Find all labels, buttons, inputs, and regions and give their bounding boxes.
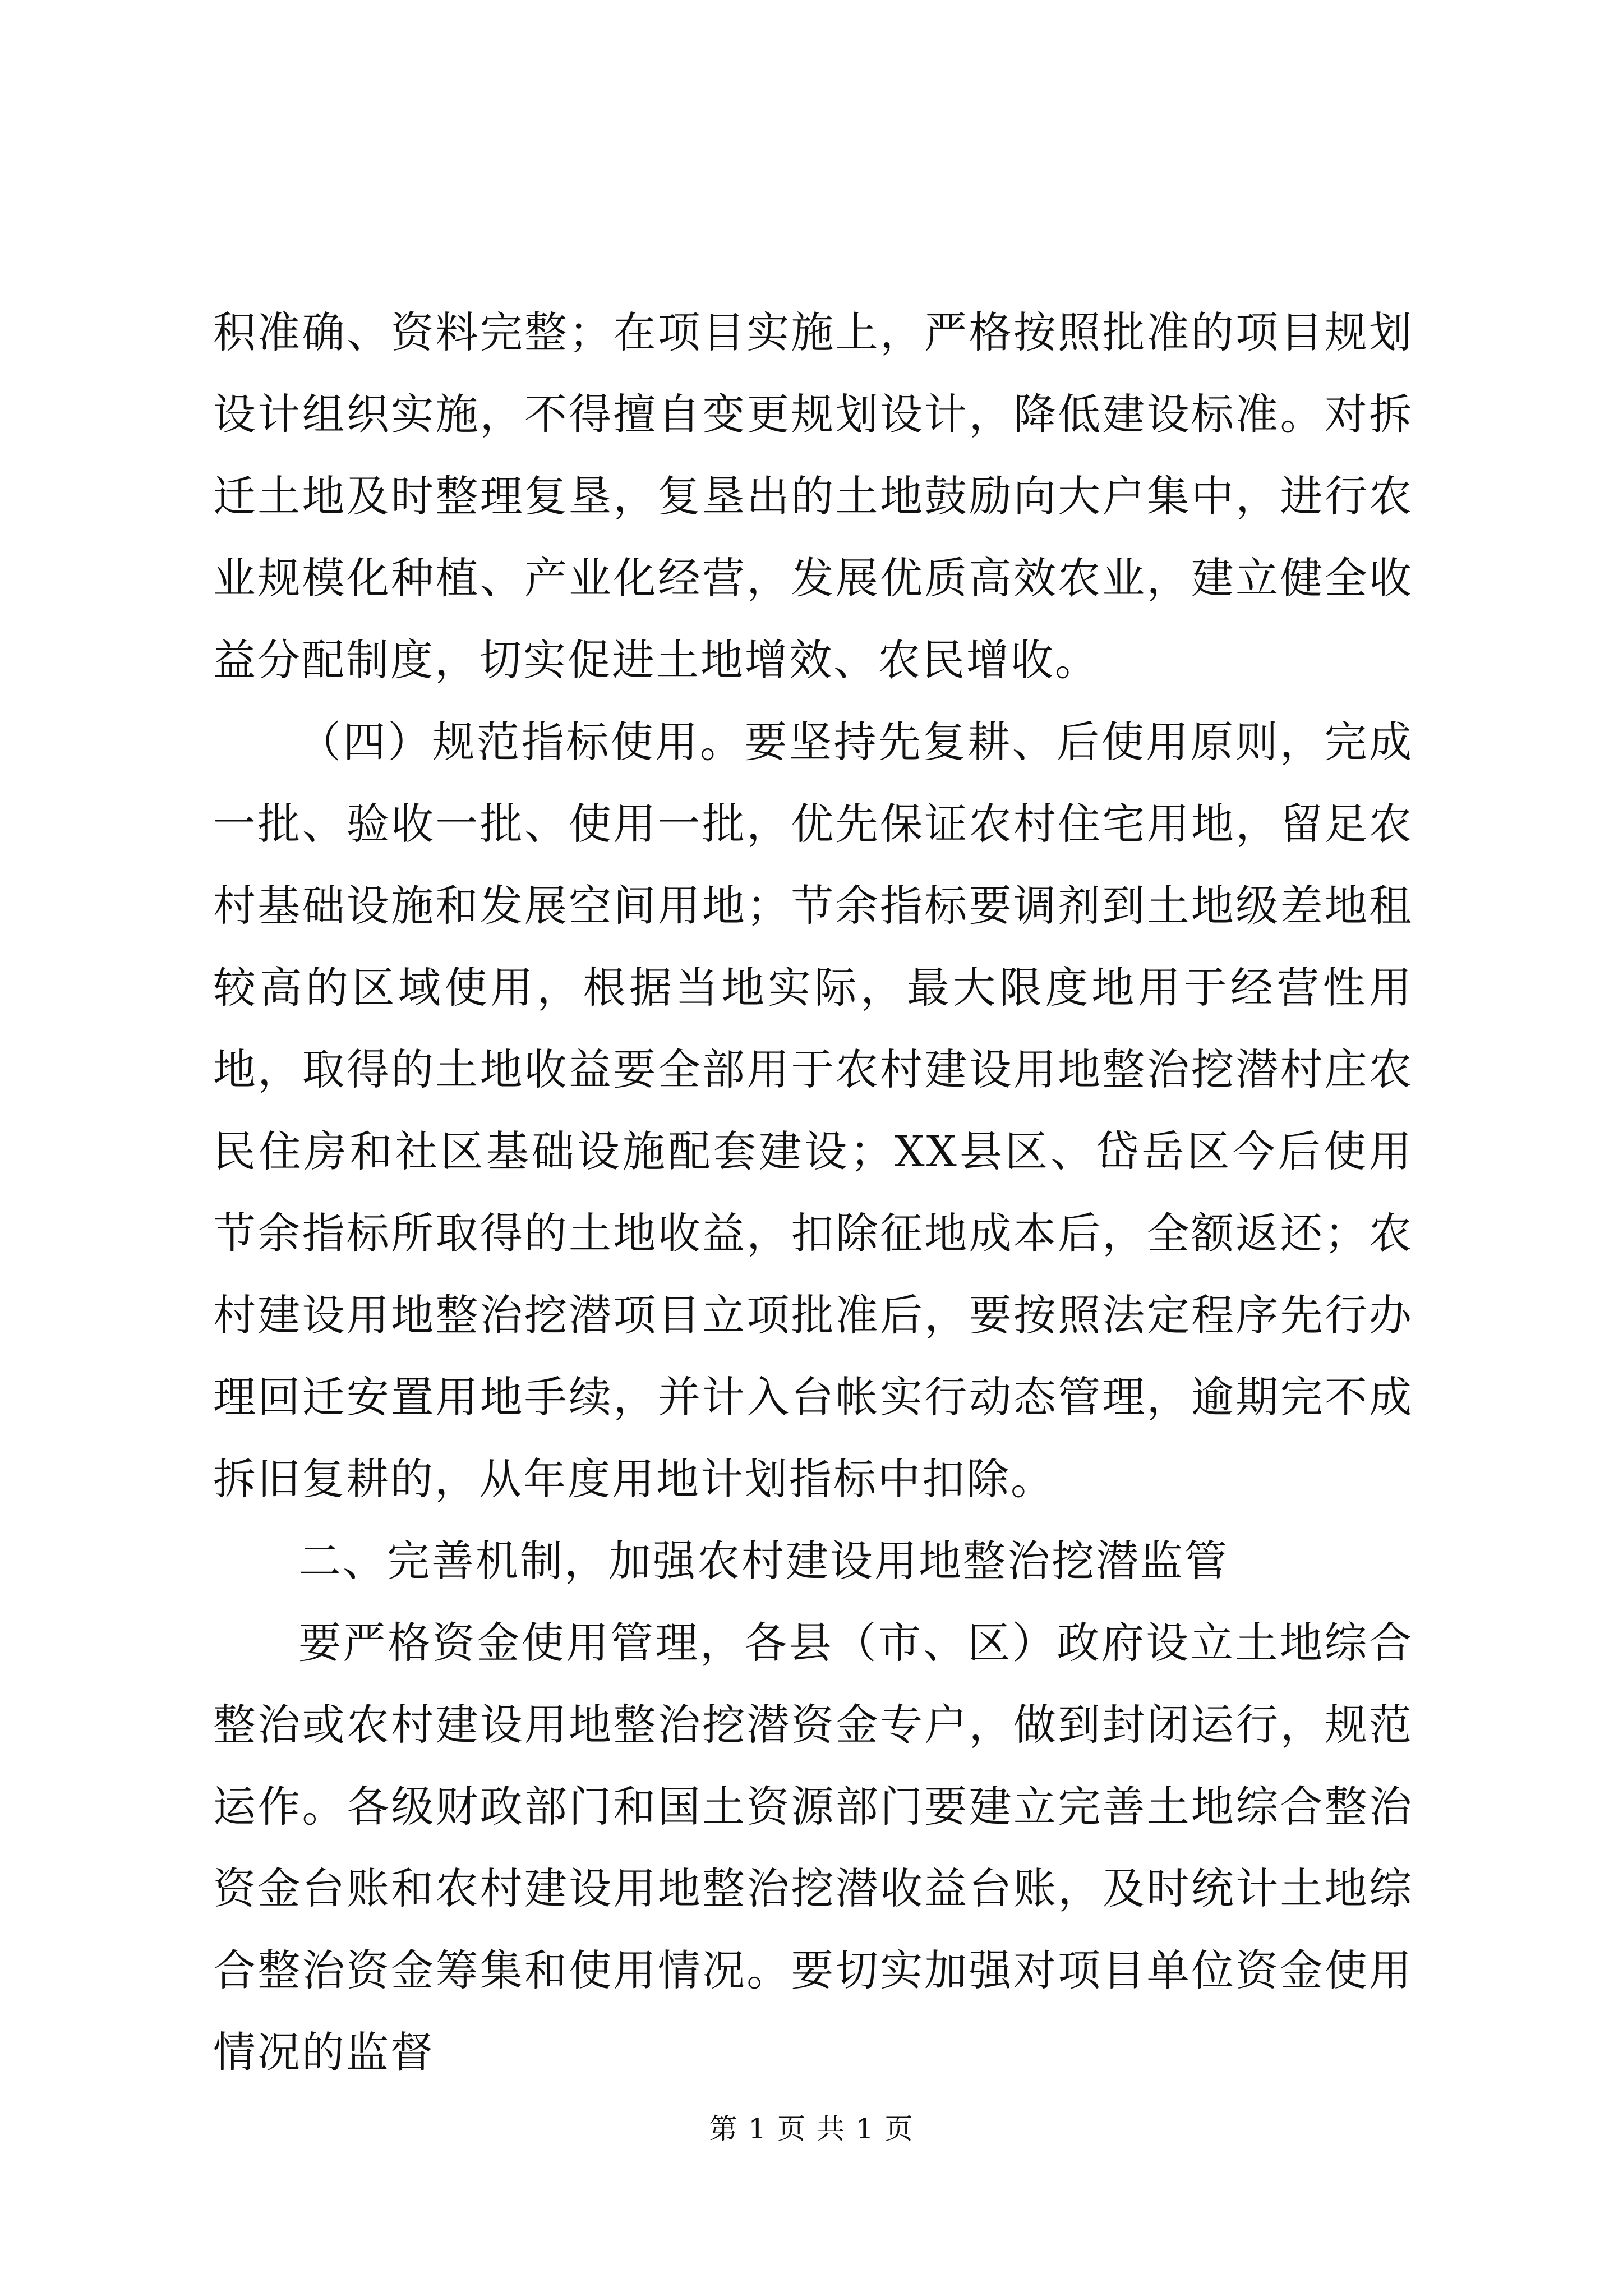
section-heading-two: 二、完善机制，加强农村建设用地整治挖潜监管 [298, 1536, 1229, 1586]
paragraph-funds-management: 要严格资金使用管理，各县（市、区）政府设立土地综合整治或农村建设用地整治挖潜资金专户，做到封闭运行，规范运作。各级财政部门和国土资源部门要建立完善土地综合整治资金台账和农村建设用地整治挖潜收益台账，及时统计土地综合整治资金筹集和使用情况。要切实加强对项目单位资金使用情况的监督 [213, 1618, 1413, 2077]
paragraph-section-four: （四）规范指标使用。要坚持先复耕、后使用原则，完成一批、验收一批、使用一批，优先保证农村住宅用地，留足农村基础设施和发展空间用地；节余指标要调剂到土地级差地租较高的区域使用，根据当地实际，最大限度地用于经营性用地，取得的土地收益要全部用于农村建设用地整治挖潜村庄农民住房和社区基础设施配套建设；XX县区、岱岳区今后使用节余指标所取得的土地收益，扣除征地成本后，全额返还；农村建设用地整治挖潜项目立项批准后，要按照法定程序先行办理回迁安置用地手续，并计入台帐实行动态管理，逾期完不成拆旧复耕的，从年度用地计划指标中扣除。 [213, 717, 1413, 1504]
page-footer: 第 1 页 共 1 页 [709, 2113, 914, 2145]
document-body [213, 292, 1413, 2093]
paragraph-continuation: 积准确、资料完整；在项目实施上，严格按照批准的项目规划设计组织实施，不得擅自变更规划设计，降低建设标准。对拆迁土地及时整理复垦，复垦出的土地鼓励向大户集中，进行农业规模化种植、产业化经营，发展优质高效农业，建立健全收益分配制度，切实促进土地增效、农民增收。 [213, 307, 1413, 685]
